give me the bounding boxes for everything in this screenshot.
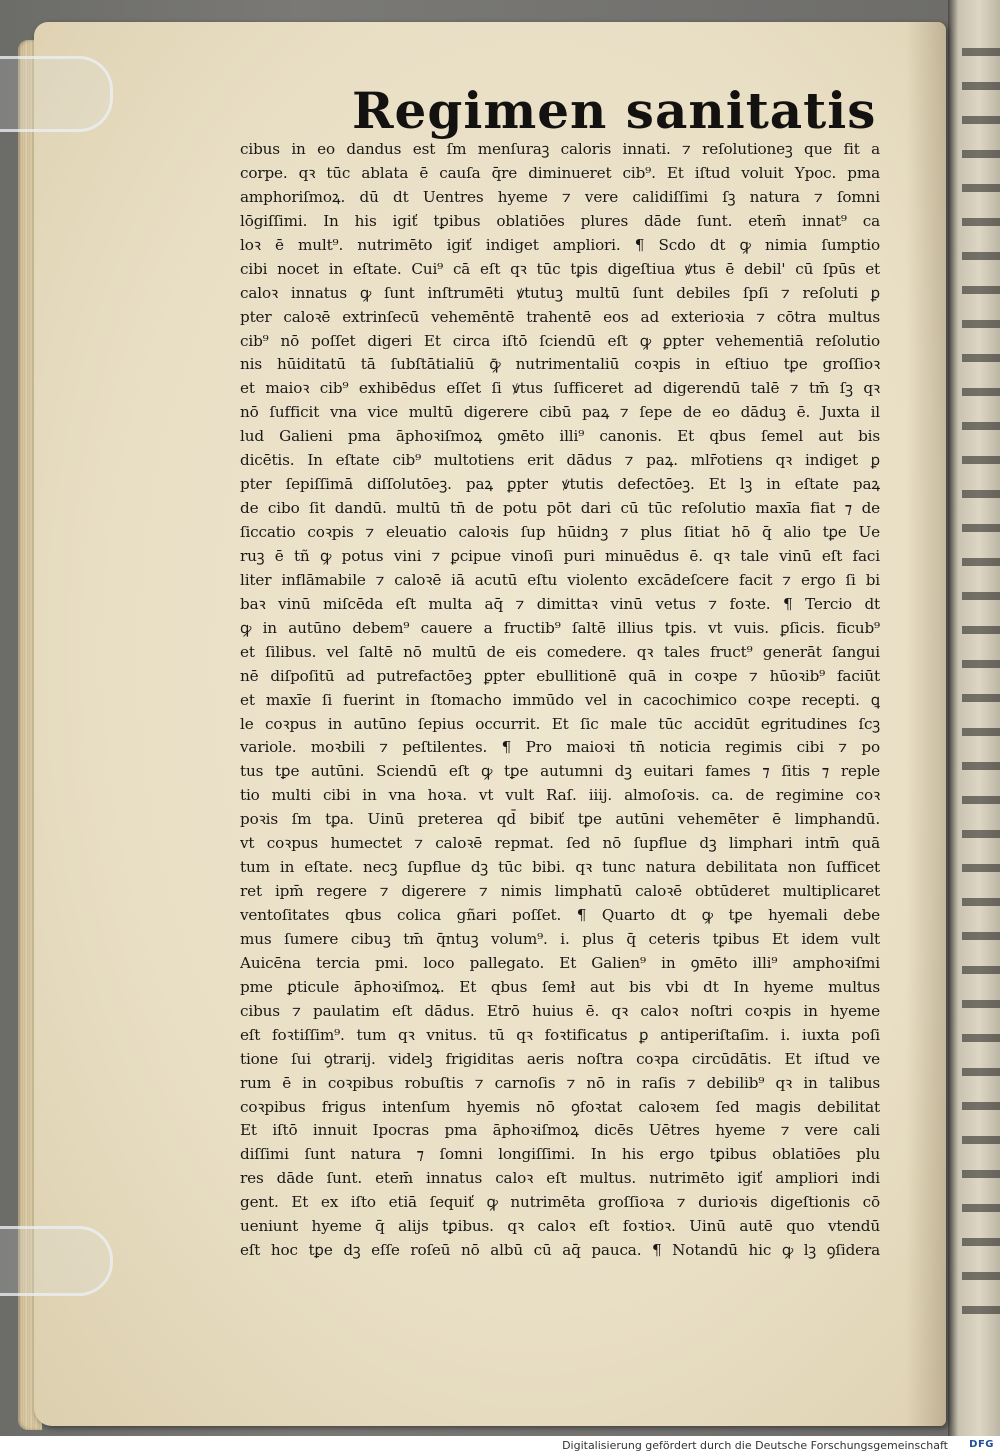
text-line: mus ſumere cibuꝫ tm̄ q̄ntuꝫ volum⁹. i. plus q̄ ceteris tꝑibus Et idem vult bbox=[240, 929, 880, 948]
text-line: Auicēna tercia pmi. loco pallegato. Et Galien⁹ in ꝯmēto illi⁹ amphoꝛiſmi bbox=[240, 953, 880, 972]
page-clip-bottom bbox=[0, 1226, 113, 1296]
text-line: tus tꝑe autūni. Sciendū eſt ꝙ tꝑe autumni dꝫ euitari fames ⁊ ſitis ⁊ reple bbox=[240, 762, 880, 781]
text-line: ret ipm̄ regere ⁊ digerere ⁊ nimis limphatū caloꝛē obtūderet multiplicaret bbox=[240, 882, 880, 901]
text-line: lōgiſſimi. In his igiť tꝑibus oblatiōes plures dāde ſunt. etem̄ innat⁹ ca bbox=[240, 211, 880, 230]
text-line: coꝛpibus frigus intenſum hyemis nō ꝯfoꝛtat caloꝛem ſed magis debilitat bbox=[240, 1097, 880, 1116]
text-line: diſſimi ſunt natura ⁊ ſomni longiſſimi. In his ergo tꝑibus oblatiōes plu bbox=[240, 1145, 880, 1164]
text-line: et maxīe ſi fuerint in ſtomacho immūdo vel in cacochimico coꝛpe recepti. ꝗ bbox=[240, 690, 880, 709]
text-line: amphoriſmoꝝ. dū dt Uentres hyeme ⁊ vere calidiſſimi ſꝫ natura ⁊ ſomni bbox=[240, 187, 880, 206]
text-line: tum in eſtate. necꝫ ſupflue dꝫ tūc bibi. qꝛ tunc natura debilitata non ſufficet bbox=[240, 858, 880, 877]
footer-bar bbox=[0, 1436, 1000, 1456]
page-clip-top bbox=[0, 56, 113, 132]
text-line: cibus in eo dandus est ſm menſuraꝫ caloris innati. ⁊ reſolutioneꝫ que fit a bbox=[240, 140, 880, 158]
text-line: pter ſepiſſimā diſſolutōeꝫ. paꝝ ꝑpter ꝟtutis defectōeꝫ. Et lꝫ in eſtate paꝝ bbox=[240, 475, 880, 494]
text-line: caloꝛ innatus ꝙ ſunt inſtrumēti ꝟtutuꝫ multū ſunt debiles ſpſi ⁊ reſoluti ꝑ bbox=[240, 283, 880, 302]
text-line: de cibo ſit dandū. multū tn̄ de potu pōt dari cū tūc reſolutio maxīa fiat ⁊ de bbox=[240, 499, 880, 518]
text-line: cibus ⁊ paulatim eſt dādus. Etrō huius ē. qꝛ caloꝛ noſtri coꝛpis in hyeme bbox=[240, 1001, 880, 1020]
page-heading: Regimen sanitatis bbox=[352, 81, 877, 140]
text-line: liter inflāmabile ⁊ caloꝛē iā acutū eſtu violento excādeſcere facit ⁊ ergo ſi bi bbox=[240, 570, 880, 589]
text-line: nis hūiditatū tā ſubſtātialiū ꝙ̄ nutrimentaliū coꝛpis in eſtiuo tꝑe groſſioꝛ bbox=[240, 355, 880, 374]
text-line: dicētis. In eſtate cib⁹ multotiens erit dādus ⁊ paꝝ. mlr̄otiens qꝛ indiget ꝑ bbox=[240, 451, 880, 470]
text-line: baꝛ vinū miſcēda eſt multa aq̄ ⁊ dimittaꝛ vinū vetus ⁊ foꝛte. ¶ Tercio dt bbox=[240, 594, 880, 613]
text-line: et maioꝛ cib⁹ exhibēdus eſſet ſi ꝟtus ſufficeret ad digerendū talē ⁊ tm̄ ſꝫ qꝛ bbox=[240, 379, 880, 398]
gutter-shadow bbox=[906, 22, 946, 1426]
text-line: gent. Et ex iſto etiā ſequiť ꝙ nutrimēta groſſioꝛa ⁊ durioꝛis digeſtionis cō bbox=[240, 1193, 880, 1212]
text-line: Et iſtō innuit Ipocras pma āphoꝛiſmoꝝ dicēs Uētres hyeme ⁊ vere cali bbox=[240, 1121, 880, 1140]
text-line: ruꝫ ē tñ ꝙ potus vini ⁊ ꝑcipue vinoſi puri minuēdus ē. qꝛ tale vinū eſt faci bbox=[240, 546, 880, 565]
text-block bbox=[240, 138, 880, 1263]
text-line: lud Galieni pma āphoꝛiſmoꝝ ꝯmēto illi⁹ canonis. Et qbus ſemel aut bis bbox=[240, 427, 880, 446]
text-line: eſt foꝛtiſſim⁹. tum qꝛ vnitus. tū qꝛ foꝛtificatus ꝑ antiperiſtaſim. i. iuxta poſi bbox=[240, 1025, 880, 1044]
text-line: ventoſitates qbus colica gñari poſſet. ¶ Quarto dt ꝙ tꝑe hyemali debe bbox=[240, 906, 880, 924]
text-line: tione ſui ꝯtrarij. videlꝫ frigiditas aeris noſtra coꝛpa circūdātis. Et iſtud ve bbox=[240, 1049, 880, 1068]
text-line: nō ſufficit vna vice multū digerere cibū paꝝ ⁊ ſepe de eo dāduꝫ ē. Juxta il bbox=[240, 403, 880, 422]
text-line: et ſilibus. vel ſaltē nō multū de eis comedere. qꝛ tales fruct⁹ generāt ſangui bbox=[240, 642, 880, 661]
text-line: cib⁹ nō poſſet digeri Et circa iſtō ſciendū eſt ꝙ ꝑpter vehementiā reſolutio bbox=[240, 331, 880, 350]
text-line: loꝛ ē mult⁹. nutrimēto igiť indiget ampliori. ¶ Scdo dt ꝙ nimia ſumptio bbox=[240, 235, 880, 254]
text-line: ſiccatio coꝛpis ⁊ eleuatio caloꝛis ſup hūidnꝫ ⁊ plus ſitiat hō q̄ alio tꝑe Ue bbox=[240, 523, 880, 541]
text-line: variole. moꝛbili ⁊ peſtilentes. ¶ Pro maioꝛi tn̄ noticia regimis cibi ⁊ po bbox=[240, 738, 880, 757]
text-line: le coꝛpus in autūno ſepius occurrit. Et ſic male tūc accidūt egritudines ſcꝫ bbox=[240, 714, 880, 733]
text-line: pter caloꝛē extrinſecū vehemēntē trahentē eos ad exterioꝛia ⁊ cōtra multus bbox=[240, 307, 880, 326]
text-line: ueniunt hyeme q̄ alijs tꝑibus. qꝛ caloꝛ eſt foꝛtioꝛ. Uinū autē quo vtendū bbox=[240, 1217, 880, 1236]
facing-page-text-edge bbox=[962, 30, 1000, 1330]
text-line: cibi nocet in eſtate. Cui⁹ cā eſt qꝛ tūc tꝑis digeſtiua ꝟtus ē debil' cū ſpūs et bbox=[240, 259, 880, 278]
text-line: res dāde ſunt. etem̄ innatus caloꝛ eſt multus. nutrimēto igiť ampliori indi bbox=[240, 1169, 880, 1188]
dfg-logo: DFG bbox=[969, 1439, 994, 1450]
text-line: pme ꝑticule āphoꝛiſmoꝝ. Et qbus ſemł aut bis vbi dt In hyeme multus bbox=[240, 977, 880, 996]
footer-credit: Digitalisierung gefördert durch die Deutsche Forschungsgemeinschaft bbox=[562, 1439, 948, 1452]
text-line: tio multi cibi in vna hoꝛa. vt vult Raſ. iiij. almoſoꝛis. ca. de regimine coꝛ bbox=[240, 786, 880, 805]
text-line: eſt hoc tꝑe dꝫ eſſe roſeū nō albū cū aq̄ pauca. ¶ Notandū hic ꝙ lꝫ ꝯſidera bbox=[240, 1241, 880, 1260]
text-line: ꝙ in autūno debem⁹ cauere a fructib⁹ ſaltē illius tꝑis. vt vuis. ꝑſicis. ficub⁹ bbox=[240, 618, 880, 637]
text-line: rum ē in coꝛpibus robuſtis ⁊ carnoſis ⁊ nō in raſis ⁊ debilib⁹ qꝛ in talibus bbox=[240, 1073, 880, 1092]
facing-page-edge bbox=[948, 0, 1000, 1436]
text-line: nē diſpoſitū ad putrefactōeꝫ ꝑpter ebullitionē quā in coꝛpe ⁊ hūoꝛib⁹ faciūt bbox=[240, 666, 880, 685]
text-line: corpe. qꝛ tūc ablata ē cauſa q̄re diminueret cib⁹. Et iſtud voluit Ypoc. pma bbox=[240, 163, 880, 182]
text-line: poꝛis ſm tꝑa. Uinū preterea qd̄ bibiť tꝑe autūni vehemēter ē limphandū. bbox=[240, 810, 880, 829]
text-line: vt coꝛpus humectet ⁊ caloꝛē repmat. ſed nō ſupflue dꝫ limphari intm̄ quā bbox=[240, 834, 880, 853]
